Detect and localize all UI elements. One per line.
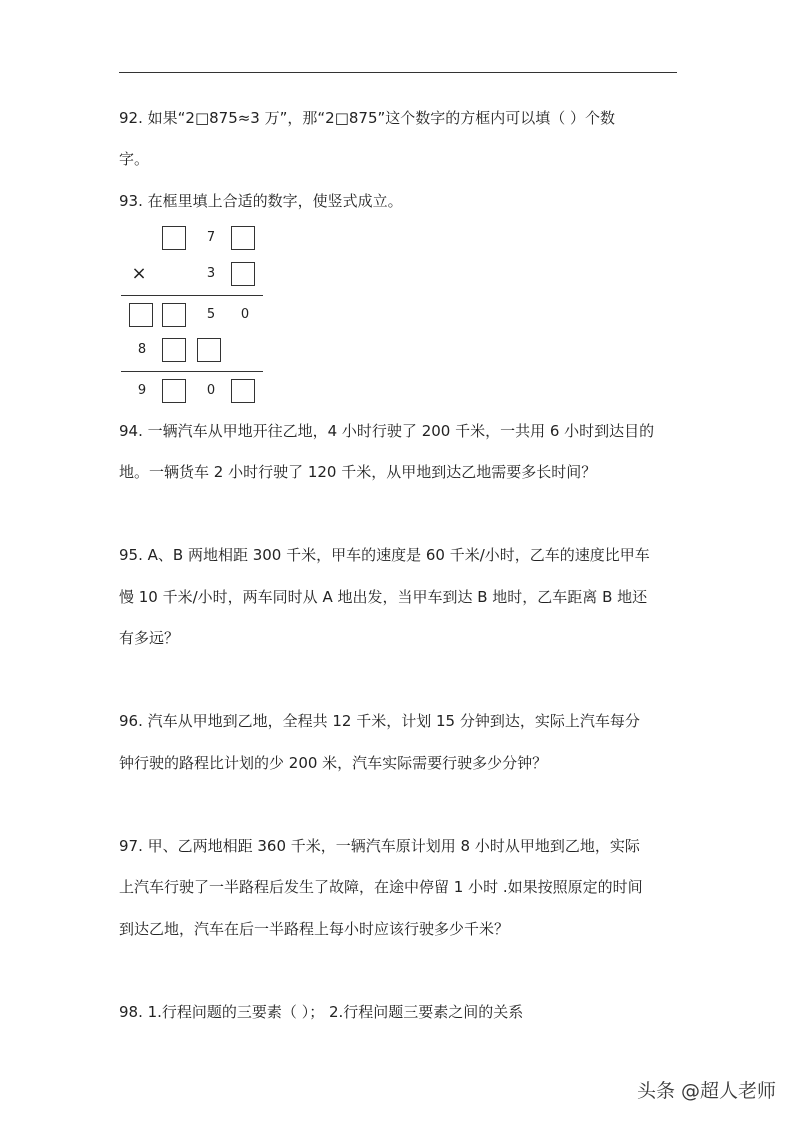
- q96-line2: 钟行驶的路程比计划的少 200 米，汽车实际需要行驶多少分钟？: [119, 754, 548, 772]
- q95-line1: 95. A、B 两地相距 300 千米，甲车的速度是 60 千米/小时，乙车的速度比甲车: [119, 546, 650, 564]
- sum-line: [121, 295, 263, 296]
- q93-text: 93. 在框里填上合适的数字，使竖式成立。: [119, 192, 403, 210]
- blank-box[interactable]: [197, 338, 221, 362]
- blank-box[interactable]: [162, 303, 186, 327]
- digit: 7: [206, 230, 216, 245]
- q92-line2: 字。: [119, 150, 150, 168]
- q98-text: 98. 1.行程问题的三要素（ ）； 2.行程问题三要素之间的关系: [119, 1003, 524, 1021]
- q96-line1: 96. 汽车从甲地到乙地，全程共 12 千米，计划 15 分钟到达，实际上汽车每分: [119, 712, 640, 730]
- blank-box[interactable]: [162, 379, 186, 403]
- result-line: [121, 371, 263, 372]
- q95-line2: 慢 10 千米/小时，两车同时从 A 地出发，当甲车到达 B 地时，乙车距离 B 地还: [119, 588, 648, 606]
- times-sign: ×: [131, 263, 147, 284]
- digit: 8: [137, 342, 147, 357]
- q94-line1: 94. 一辆汽车从甲地开往乙地，4 小时行驶了 200 千米，一共用 6 小时到达目的: [119, 422, 655, 440]
- digit: 0: [240, 307, 250, 322]
- q95-line3: 有多远？: [119, 629, 180, 647]
- header-rule: [119, 72, 677, 73]
- digit: 9: [137, 383, 147, 398]
- q97-line3: 到达乙地，汽车在后一半路程上每小时应该行驶多少千米？: [119, 920, 510, 938]
- blank-box[interactable]: [129, 303, 153, 327]
- blank-box[interactable]: [162, 226, 186, 250]
- q97-line1: 97. 甲、乙两地相距 360 千米，一辆汽车原计划用 8 小时从甲地到乙地，实际: [119, 837, 640, 855]
- q92-line1: 92. 如果“2□875≈3 万”，那“2□875”这个数字的方框内可以填（ ）个数: [119, 109, 616, 127]
- q97-line2: 上汽车行驶了一半路程后发生了故障，在途中停留 1 小时 .如果按照原定的时间: [119, 878, 643, 896]
- vertical-multiplication: [121, 222, 263, 407]
- blank-box[interactable]: [231, 262, 255, 286]
- digit: 5: [206, 307, 216, 322]
- blank-box[interactable]: [231, 226, 255, 250]
- digit: 0: [206, 383, 216, 398]
- q94-line2: 地。一辆货车 2 小时行驶了 120 千米，从甲地到达乙地需要多长时间？: [119, 463, 597, 481]
- blank-box[interactable]: [162, 338, 186, 362]
- watermark: 头条 @超人老师: [636, 1080, 776, 1102]
- digit: 3: [206, 266, 216, 281]
- blank-box[interactable]: [231, 379, 255, 403]
